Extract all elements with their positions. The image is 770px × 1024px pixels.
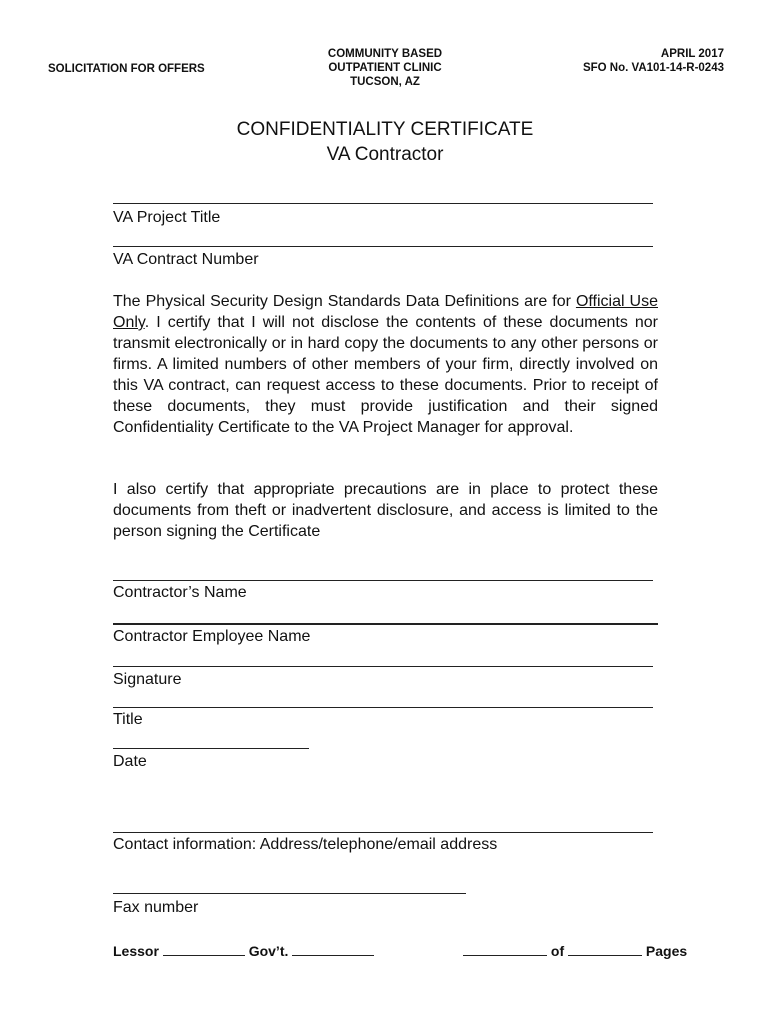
page-number-blank[interactable] [463,943,547,956]
lessor-initials [113,942,374,960]
govt-label: Gov’t. [248,943,289,959]
title-label: Title [113,711,143,728]
clinic-header [285,47,485,89]
contact-info-line[interactable] [113,832,653,833]
p1-rest: . I certify that I will not disclose the contents of these documents nor transmit electronically or in hard copy the documents to any other persons or firms. A limited numbers of other members of your firm, directly involved on this VA contract, can request access to these documents. Prior to receipt of these documents, they must provide justification and their signed Confidentiality Certificate to the VA Project Manager for approval. [113,314,658,436]
date-label: Date [113,753,147,770]
date-sfo-header [583,47,724,75]
date-line[interactable] [113,748,309,749]
lessor-initials-blank[interactable] [163,943,245,956]
document-subtitle: VA Contractor [326,144,444,165]
document-title: CONFIDENTIALITY CERTIFICATE [236,119,534,140]
clinic-line-1: COMMUNITY BASED [327,48,443,60]
certification-paragraph [113,291,658,438]
total-pages-blank[interactable] [568,943,642,956]
employee-name-label: Contractor Employee Name [113,628,311,645]
fax-label: Fax number [113,899,199,916]
govt-initials-blank[interactable] [292,943,374,956]
clinic-line-2: OUTPATIENT CLINIC [328,62,442,74]
employee-name-line[interactable] [113,623,658,625]
solicitation-label: SOLICITATION FOR OFFERS [48,63,205,75]
sfo-number: SFO No. VA101-14-R-0243 [582,62,724,74]
pages-label: Pages [645,943,688,959]
header-date: APRIL 2017 [660,48,724,60]
page-count [463,942,687,960]
lessor-label: Lessor [113,943,159,959]
precautions-paragraph: I also certify that appropriate precautions are in place to protect these documents from theft or inadvertent disclosure, and access is limited to the person signing the Certificate [113,481,658,540]
signature-label: Signature [113,671,182,688]
contract-number-label: VA Contract Number [113,251,259,268]
contractor-name-line[interactable] [113,580,653,581]
contract-number-line[interactable] [113,246,653,247]
official-use-only: Official Use Only [113,293,658,331]
title-line[interactable] [113,707,653,708]
fax-line[interactable] [113,893,466,894]
signature-line[interactable] [113,666,653,667]
project-title-label: VA Project Title [113,209,221,226]
contractor-name-label: Contractor’s Name [113,584,247,601]
clinic-line-3: TUCSON, AZ [350,76,420,88]
p1-lead: The Physical Security Design Standards Data Definitions are for [113,293,576,310]
contact-info-label: Contact information: Address/telephone/email address [113,836,498,853]
project-title-line[interactable] [113,203,653,204]
of-label: of [550,943,565,959]
